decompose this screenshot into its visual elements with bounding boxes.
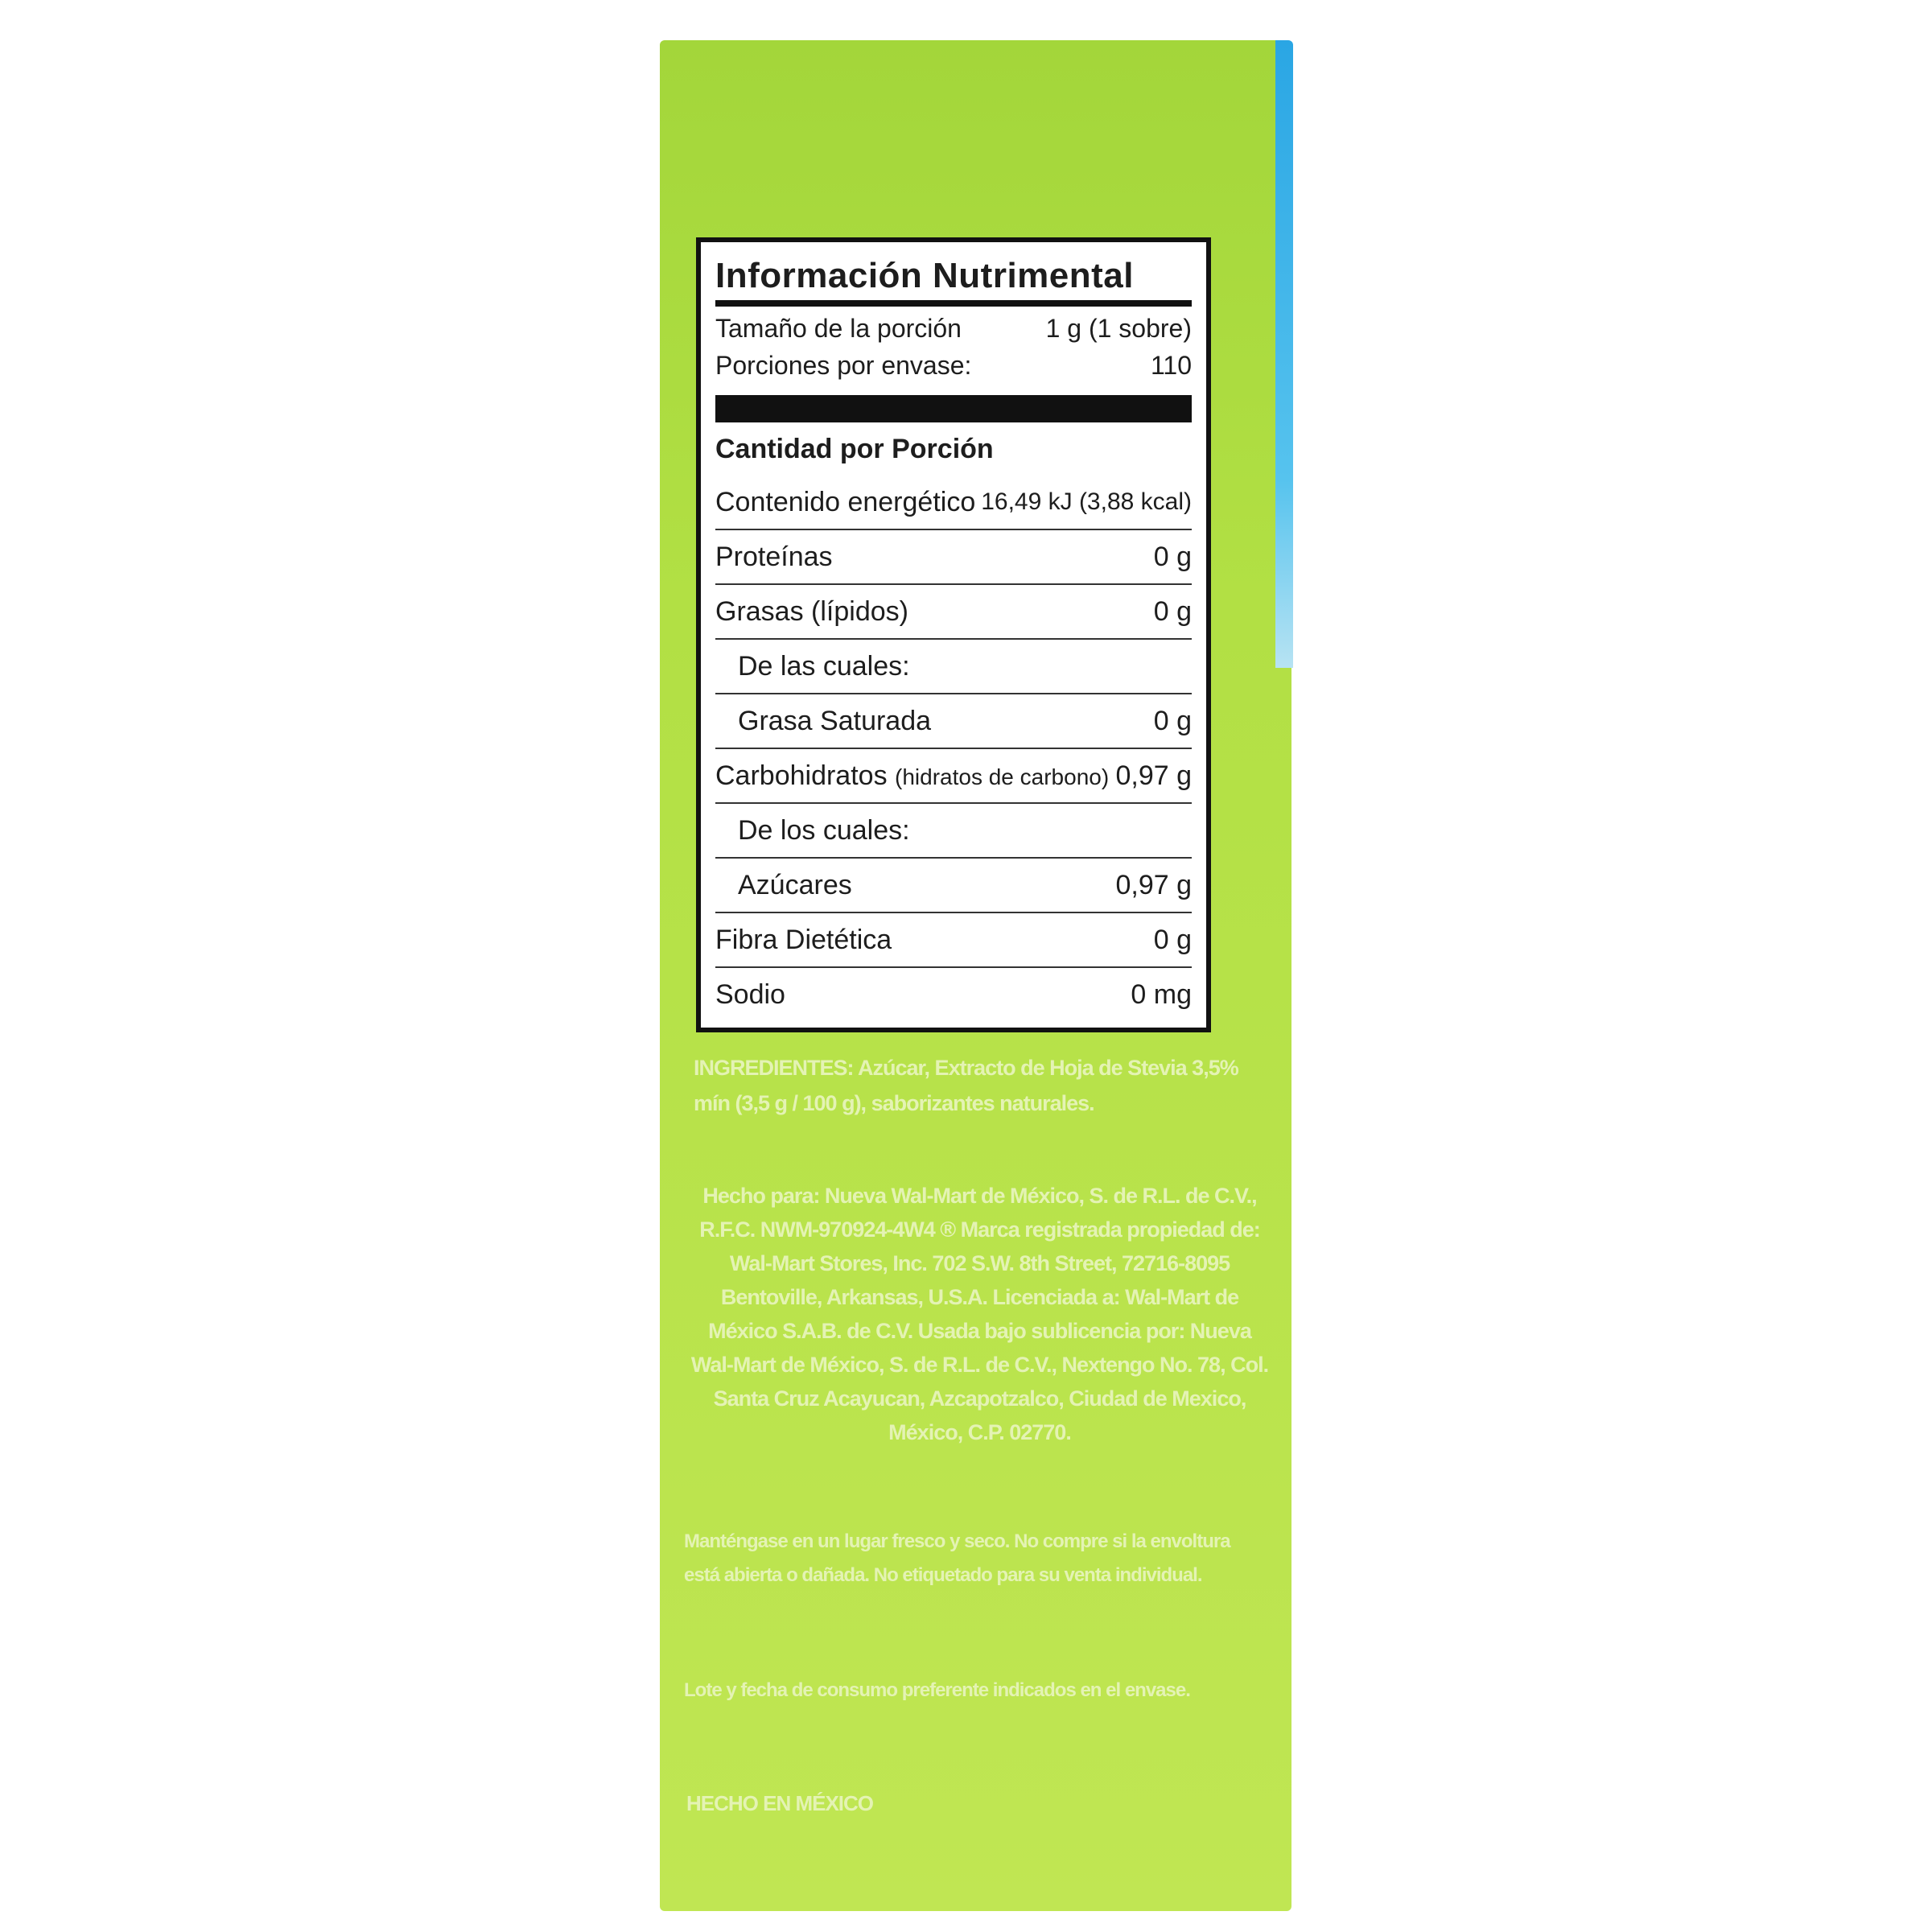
nutrient-label: Sodio <box>715 978 785 1010</box>
nutrient-value: 0 g <box>1153 541 1192 572</box>
nutrient-label: Azúcares <box>738 869 852 900</box>
nutrition-title: Información Nutrimental <box>715 256 1134 295</box>
nutrient-value: 0 g <box>1153 924 1192 955</box>
nutrient-label-group <box>715 760 1109 792</box>
nutrient-value: 0,97 g <box>1115 869 1192 900</box>
nutrient-row-fiber <box>715 912 1192 966</box>
separator-bar <box>715 395 1192 422</box>
nutrient-value: 0 mg <box>1131 978 1192 1010</box>
nutrient-label: De las cuales: <box>738 650 910 682</box>
servings-label: Porciones por envase: <box>715 351 972 380</box>
nutrient-row-carbohydrates <box>715 748 1192 802</box>
nutrient-label: Grasa Saturada <box>738 705 932 736</box>
servings-per-container-row <box>715 347 1192 384</box>
nutrient-label: Proteínas <box>715 541 833 572</box>
nutrient-value: 16,49 kJ (3,88 kcal) <box>981 488 1192 515</box>
nutrient-value: 0 g <box>1153 595 1192 627</box>
nutrient-value: 0,97 g <box>1115 760 1192 791</box>
nutrient-sublabel: (hidratos de carbono) <box>895 764 1110 789</box>
ingredients-text: INGREDIENTES: Azúcar, Extracto de Hoja de Stevia 3,5% mín (3,5 g / 100 g), saborizantes naturales. <box>694 1056 1238 1115</box>
nutrient-row-protein <box>715 529 1192 583</box>
serving-size-value: 1 g (1 sobre) <box>1045 314 1192 343</box>
nutrient-row-fat-subheader <box>715 638 1192 693</box>
nutrition-facts-panel <box>696 237 1211 1032</box>
made-in-label: HECHO EN MÉXICO <box>686 1791 874 1815</box>
nutrient-row-carb-subheader <box>715 802 1192 857</box>
title-rule <box>715 300 1192 307</box>
nutrient-row-energy <box>715 476 1192 529</box>
lot-info: Lote y fecha de consumo preferente indicados en el envase. <box>684 1679 1190 1701</box>
nutrient-label: Carbohidratos <box>715 760 888 791</box>
servings-value: 110 <box>1150 351 1192 380</box>
nutrient-label: Grasas (lípidos) <box>715 595 908 627</box>
nutrient-label: De los cuales: <box>738 814 910 846</box>
serving-size-label: Tamaño de la porción <box>715 314 962 343</box>
nutrient-row-saturated-fat <box>715 693 1192 748</box>
nutrient-label: Contenido energético <box>715 486 976 517</box>
nutrient-row-sugars <box>715 857 1192 912</box>
amount-per-serving-header: Cantidad por Porción <box>715 434 994 464</box>
nutrient-value: 0 g <box>1153 705 1192 736</box>
package-blue-edge <box>1275 40 1293 668</box>
nutrient-row-sodium <box>715 966 1192 1021</box>
nutrient-label: Fibra Dietética <box>715 924 892 955</box>
serving-size-row <box>715 310 1192 347</box>
storage-instructions: Manténgase en un lugar fresco y seco. No compre si la envoltura está abierta o dañada. No etiquetado para su venta individual. <box>684 1530 1230 1586</box>
manufacturer-text: Hecho para: Nueva Wal-Mart de México, S. de R.L. de C.V., R.F.C. NWM-970924-4W4 ® Marca registrada propiedad de: Wal-Mart Stores, Inc. 702 S.W. 8th Street, 72716-8095 Bentoville, Arkansas, U.S.A. Licenciada a: Wal-Mart de México S.A.B. de C.V. Usada bajo sublicencia por: Nueva Wal-Mart de México, S. de R.L. de C.V., Nextengo No. 78, Col. Santa Cruz Acayucan, Azcapotzalco, Ciudad de Mexico, México, C.P. 02770. <box>690 1184 1269 1444</box>
nutrient-row-fat <box>715 583 1192 638</box>
